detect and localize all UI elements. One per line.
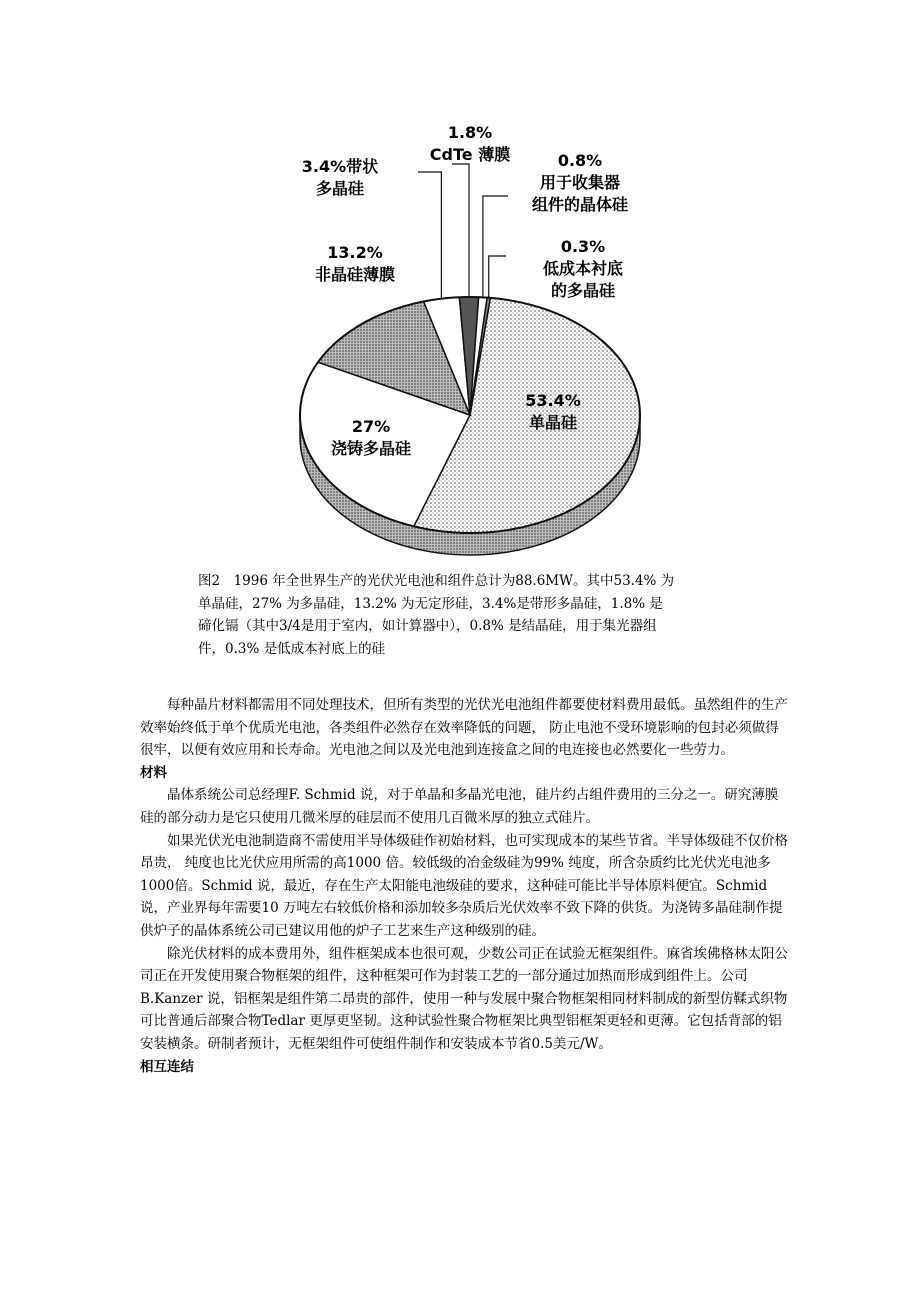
leader-line-ribbon — [418, 172, 441, 299]
pie-chart — [270, 110, 690, 560]
label-ribbon — [280, 156, 400, 200]
leader-lines — [418, 164, 508, 299]
caption-line-3: 碲化镉（其中3/4是用于室内，如计算器中），0.8% 是结晶硅，用于集光器组 — [198, 618, 657, 634]
leader-line-conc — [483, 196, 508, 297]
label-cast-name: 浇铸多晶硅 — [330, 439, 411, 458]
label-ribbon-pct: 3.4%带状 — [301, 157, 379, 176]
label-amorph — [290, 242, 420, 286]
caption-line-1: 图2 1996 年全世界生产的光伏光电池和组件总计为88.6MW。其中53.4% 为 — [198, 573, 675, 589]
label-cast — [306, 416, 436, 460]
leader-line-cdte — [452, 164, 469, 297]
label-mono-pct: 53.4% — [525, 391, 581, 410]
paragraph-4: 除光伏材料的成本费用外，组件框架成本也很可观，少数公司正在试验无框架组件。麻省埃佛格林太阳公司正在开发使用聚合物框架的组件，这种框架可作为封装工艺的一部分通过加热而形成到组件上。公司B.Kanzer 说，铝框架是组件第二昂贵的部件，使用一种与发展中聚合物框架相同材料制成的新型仿鞣式织物可比普通后部聚合物Tedlar 更厚更坚韧。这种试验性聚合物框架比典型铝框架更轻和更薄。它包括背部的铝安装横条。研制者预计，无框架组件可使组件制作和安装成本节省0.5美元/W。 — [140, 945, 788, 1052]
label-amorph-name: 非晶硅薄膜 — [314, 265, 395, 284]
label-low — [518, 236, 648, 302]
label-amorph-pct: 13.2% — [327, 243, 383, 262]
paragraph-2: 晶体系统公司总经理F. Schmid 说，对于单晶和多晶光电池，硅片约占组件费用的三分之一。研究薄膜硅的部分动力是它只使用几微米厚的硅层而不使用几百微米厚的独立式硅片。 — [140, 787, 779, 826]
label-mono-name: 单晶硅 — [528, 413, 577, 432]
label-conc — [510, 150, 650, 216]
label-conc-pct: 0.8% — [557, 151, 603, 170]
figure-caption — [198, 570, 758, 660]
label-conc-name2: 组件的晶体硅 — [531, 195, 628, 214]
article-body — [140, 694, 790, 1078]
label-ribbon-name: 多晶硅 — [315, 179, 364, 198]
label-cast-pct: 27% — [351, 417, 391, 436]
label-conc-name1: 用于收集器 — [539, 173, 620, 192]
caption-line-2: 单晶硅，27% 为多晶硅，13.2% 为无定形硅，3.4%是带形多晶硅，1.8% 是 — [198, 595, 663, 612]
label-low-name1: 低成本衬底 — [542, 259, 623, 278]
label-low-name2: 的多晶硅 — [550, 281, 615, 300]
paragraph-1: 每种晶片材料都需用不同处理技术，但所有类型的光伏光电池组件都要使材料费用最低。虽然组件的生产效率始终低于单个优质光电池，各类组件必然存在效率降低的问题， 防止电池不受环境影响的包封必须做得很牢，以便有效应用和长寿命。光电池之间以及光电池到连接盒之间的电连接也必然要化一些劳力。 — [140, 697, 788, 759]
section-heading-interconnect: 相互连结 — [140, 1058, 194, 1075]
label-low-pct: 0.3% — [560, 237, 606, 256]
leader-line-low — [489, 256, 506, 298]
section-heading-materials: 材料 — [140, 764, 167, 781]
label-cdte-pct: 1.8% — [447, 123, 493, 142]
label-cdte-name: CdTe 薄膜 — [429, 145, 511, 164]
label-mono — [498, 390, 608, 434]
paragraph-3: 如果光伏光电池制造商不需使用半导体级硅作初始材料，也可实现成本的某些节省。半导体级硅不仅价格昂贵， 纯度也比光伏应用所需的高1000 倍。较低级的冶金级硅为99% 纯度，所含杂质约比光伏光电池多1000倍。Schmid 说，最近，存在生产太阳能电池级硅的要求，这种硅可能比半导体原料便宜。Schmid 说，产业界每年需要10 万吨左右较低价格和添加较多杂质后光伏效率不致下降的供货。为浇铸多晶硅制作提供炉子的晶体系统公司已建议用他的炉子工艺来生产这种级别的硅。 — [140, 832, 788, 939]
caption-line-4: 件，0.3% 是低成本衬底上的硅 — [198, 640, 386, 657]
